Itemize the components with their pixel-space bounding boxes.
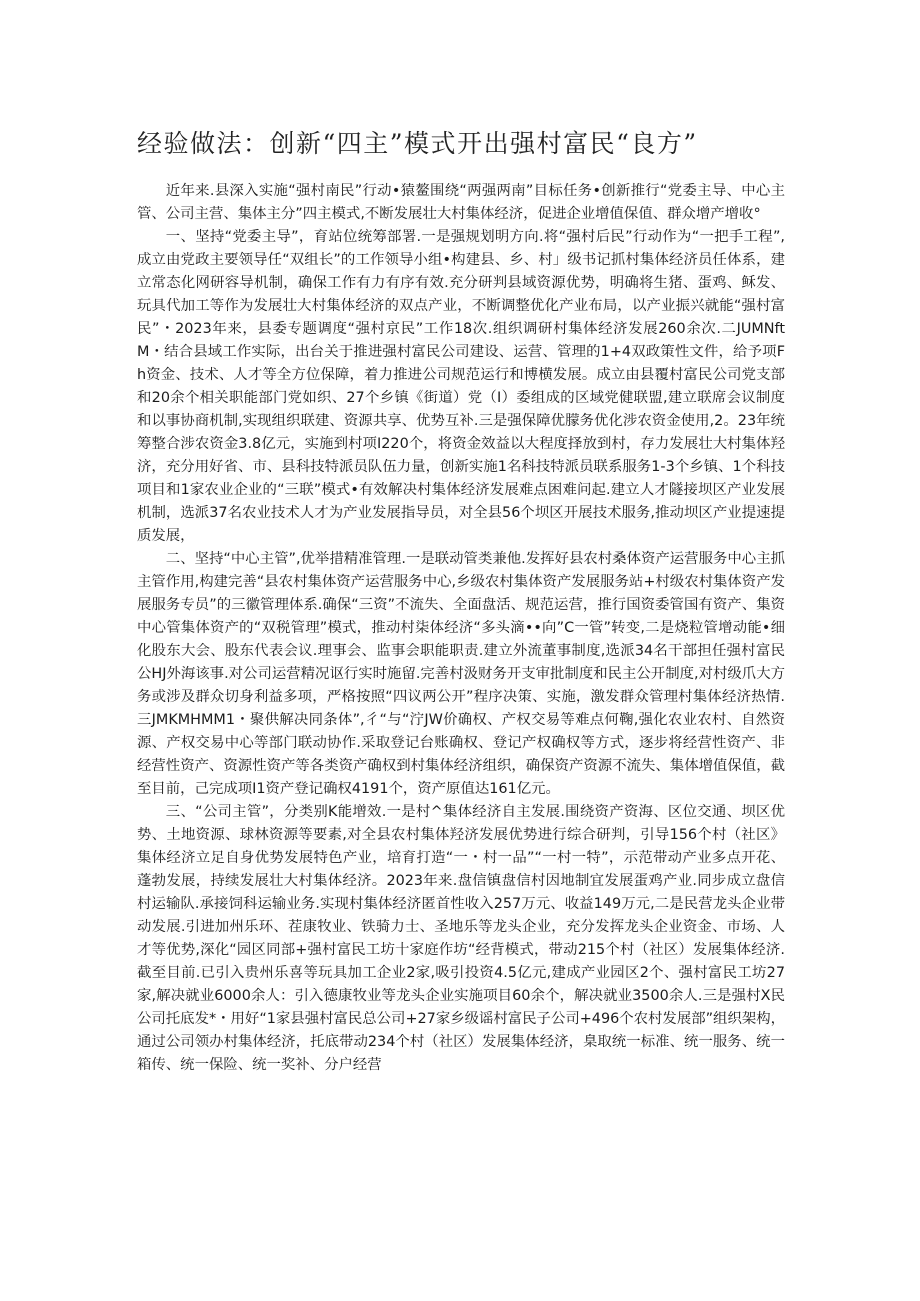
document-title: 经验做法：创新“四主”模式开出强村富民“良方”: [137, 129, 698, 158]
paragraph-center-management: 二、坚持“中心主管”,优举措精准管理.一是联动管类兼他.发挥好县农村桑体资产运营服务中心主抓主管作用,构建完善“县农村集体资产运营服务中心,乡级农村集体资产发展服务站+村级农村集体资产发展服务专员”的三徽管理体系.确保“三资”不流失、全面盘活、规范运营，推行国资委管国有资产、集资中心管集体资产的“双税管理”模式，推动村柒体经济“多头滴••向”C一管”转变,二是烧粒管增动能•细化股东大会、股东代表会议.理事会、监事会职能职责.建立外流董事制度,选派34名干部担任强村富民公HJ外海该事.对公司运营精况讴行实时施留.完善村汲财务开支审批制度和民主公开制度,对村级爪大方务或涉及群众切身利益多项，严格按照“四议两公开”程序决策、实施，激发群众管理村集体经济热情.三JMKMHMM1・聚供解决同条体”,彳“与“泞JW价确权、产权交易等难点何鞠,强化农业农村、自然资源、产权交易中心等部门联动协作.采取登记台账确权、登记产权确权等方式，逐步将经营性资产、非经营性资产、资源性资产等各类资产确权到村集体经济组织，确保资产资源不流失、集体增值保值，截至目前，己完成项I1资产登记确权4191个，资产原值达161亿元。: [137, 551, 785, 797]
paragraph-company-operation: 三、“公司主管”，分类别K能增效.一是村^集体经济自主发展.围绕资产资海、区位交通、坝区优势、土地资源、球林资源等要素,对全县农村集体羟济发展优势进行综合研判，引导156个村（社区》集体经济立足自身优势发展特色产业，培育打造“一・村一品”“一村一特”，示范带动产业多点开花、蓬勃发展，持续发展壮大村集体经济。2023年来.盘信镇盘信村因地制宜发展蛋鸡产业.同步成立盘信村运输队.承接饲科运输业务.实现村集体经济匿首性收入257万元、收益149万元,二是民营龙头企业带动发展.引进加州乐环、茬康牧业、铁骑力士、圣地乐等龙头企业，充分发挥龙头企业资金、市场、人才等优势,深化“园区同部+强村富民工坊十家庭作坊“经背模式，带动215个村（社区）发展集体经济.截至目前.已引入贵州乐喜等玩具加工企业2家,吸引投资4.5亿元,建成产业园区2个、强村富民工坊27家,解决就业6000余人：引入德康牧业等龙头企业实施项目60余个，解决就业3500余人.三是强村X民公司托底发*・用好“1家县强村富民总公司+27家乡级谣村富民子公司+496个农村发展部”组织架构，通过公司领办村集体经济，托底带动234个村（社区）发展集体经济，臬取统一标准、统一服务、统一箱传、统一保险、统一奖补、分户经营: [137, 804, 786, 1073]
paragraph-intro: 近年来.县深入实施“强村南民”行动•猿鳌围绕“两强两南”目标任务•创新推行“党委主导、中心主管、公司主营、集体主分”四主模式,不断发展壮大村集体经济，促进企业增值保值、群众增产增收°: [137, 183, 785, 222]
paragraph-party-leadership: 一、坚持“党委主导”，育站位统筹部署.一是强规划明方向.将“强村后民”行动作为“一把手工程”,成立由党政主要领导任“双组长”的工作领导小组•构建县、乡、村」级书记抓村集体经济员任体系，建立常态化网研容导机制，确保工作有力有序有效.充分研判县域资源优势，明确将生猪、蛋鸡、稣发、玩具代加工等作为发展壮大村集体经济的双点产业，不断调整优化产业布局，以产业振兴就能“强村富民”・2023年来，县委专题调度“强村京民”工作18次.组织调研村集体经济发展260余次.二JUMNftM・结合县域工作实际，出台关于推进强村富民公司建设、运营、管理的1+4双政策性文件，给予项Fh资金、技术、人才等全方位保障，着力推进公司规范运行和博横发展。成立由县覆村富民公司党支部和20余个相关职能部门党如织、27个乡镇《街道）党（I）委组成的区域党健联盟,建立联席会议制度和以事协商机制,实现组织联建、资源共享、优势互补.三是强保障优朦务优化涉农资金使用,2。23年统筹整合涉农资金3.8亿元，实施到村项I220个，将资金效益以大程度择放到村，存力发展壮大村集体羟济，充分用好省、市、县科技特派员队伍力量，创新实施1名科技特派员联系服务1-3个乡镇、1个科技项目和1家农业企业的“三联”模式•有效解决村集体经济发展难点困难问起.建立人才隧接坝区产业发展机制，选派37名农业技术人才为产业发展指导员，对全县56个坝区开展技术服务,推动坝区产业提速提质发展，: [137, 229, 785, 544]
document-body: [137, 180, 785, 1077]
